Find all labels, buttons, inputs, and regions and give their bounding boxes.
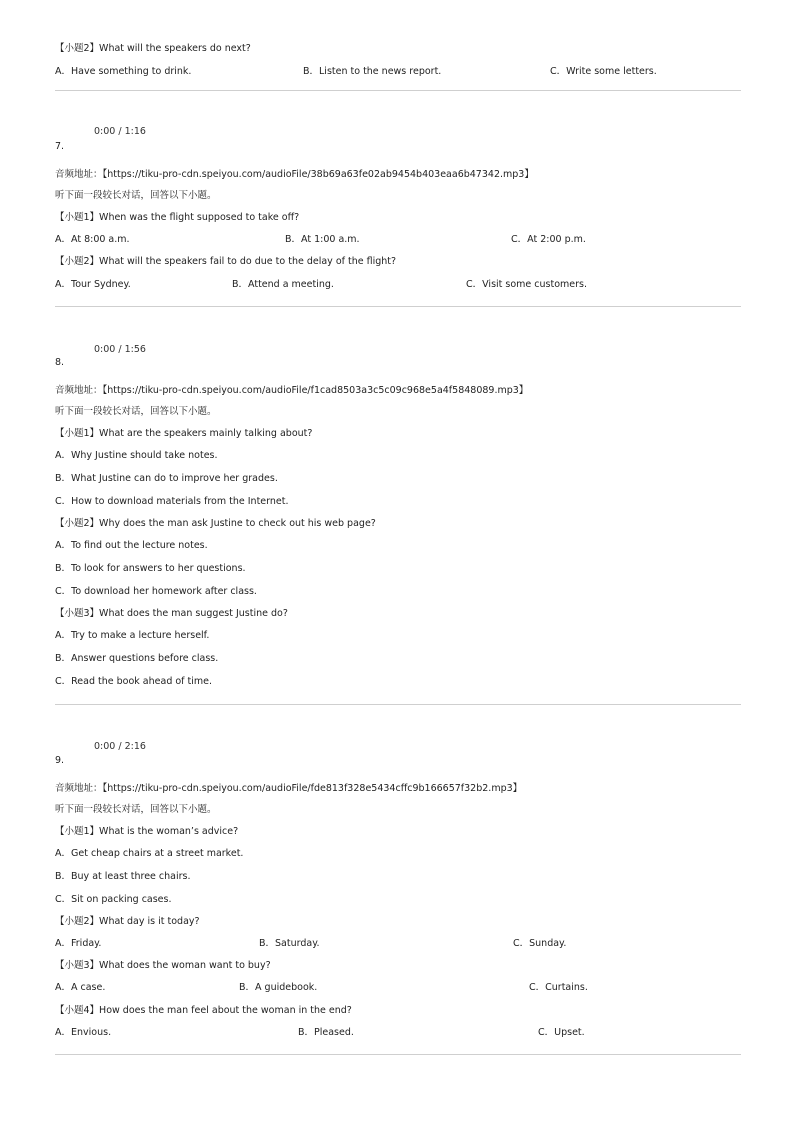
q9-sub3-option-b: B．A guidebook. [239,982,318,993]
q8-sub2-option-b: B．To look for answers to her questions. [55,563,246,574]
q9-sub2-option-c: C．Sunday. [513,938,567,949]
q6-sub2-text: 【小题2】What will the speakers do next? [55,43,251,54]
q7-sub2-text: 【小题2】What will the speakers fail to do due to the delay of the flight? [55,256,397,267]
divider [55,90,741,91]
q9-sub3-option-a: A．A case. [55,982,106,993]
q8-sub1-text: 【小题1】What are the speakers mainly talking about? [55,428,313,439]
q9-sub4-option-a: A．Envious. [55,1027,112,1038]
q7-sub2-option-c: C．Visit some customers. [466,279,587,290]
instructions: 听下面一段较长对话，回答以下小题。 [55,804,217,815]
audio-url: 音频地址：【https://tiku-pro-cdn.speiyou.com/audioFile/38b69a63fe02ab9454b403eaa6b47342.mp3】 [55,169,534,180]
q9-sub1-text: 【小题1】What is the woman’s advice? [55,826,239,837]
q6-sub2-option-a: A．Have something to drink. [55,66,192,77]
audio-time: 0:00 / 1:16 [94,126,146,137]
q9-sub2-option-a: A．Friday. [55,938,102,949]
q9-sub3-option-c: C．Curtains. [529,982,588,993]
q9-sub1-option-b: B．Buy at least three chairs. [55,871,191,882]
divider [55,704,741,705]
audio-url: 音频地址：【https://tiku-pro-cdn.speiyou.com/audioFile/f1cad8503a3c5c09c968e5a4f5848089.mp3】 [55,385,529,396]
q8-sub2-text: 【小题2】Why does the man ask Justine to check out his web page? [55,518,376,529]
q9-sub3-text: 【小题3】What does the woman want to buy? [55,960,271,971]
q9-sub1-option-a: A．Get cheap chairs at a street market. [55,848,244,859]
q8-sub2-option-a: A．To find out the lecture notes. [55,540,208,551]
audio-url: 音频地址：【https://tiku-pro-cdn.speiyou.com/audioFile/fde813f328e5434cffc9b166657f32b2.mp3】 [55,783,523,794]
q8-sub1-option-b: B．What Justine can do to improve her grades. [55,473,278,484]
q7-sub1-option-c: C．At 2:00 p.m. [511,234,586,245]
q9-sub4-text: 【小题4】How does the man feel about the woman in the end? [55,1005,352,1016]
q7-sub1-text: 【小题1】When was the flight supposed to take off? [55,212,300,223]
q9-sub1-option-c: C．Sit on packing cases. [55,894,172,905]
q7-sub2-option-b: B．Attend a meeting. [232,279,334,290]
divider [55,1054,741,1055]
q8-sub1-option-c: C．How to download materials from the Internet. [55,496,289,507]
audio-player-q8[interactable] [94,344,146,355]
question-number: 7. [55,141,65,152]
instructions: 听下面一段较长对话，回答以下小题。 [55,190,217,201]
q7-sub1-option-a: A．At 8:00 a.m. [55,234,130,245]
q7-sub1-option-b: B．At 1:00 a.m. [285,234,360,245]
q9-sub4-option-b: B．Pleased. [298,1027,354,1038]
question-number: 9. [55,755,65,766]
instructions: 听下面一段较长对话，回答以下小题。 [55,406,217,417]
audio-player-q7[interactable] [94,126,146,137]
q9-sub2-text: 【小题2】What day is it today? [55,916,200,927]
audio-player-q9[interactable] [94,741,146,752]
q8-sub2-option-c: C．To download her homework after class. [55,586,257,597]
q8-sub3-option-c: C．Read the book ahead of time. [55,676,213,687]
q8-sub3-option-a: A．Try to make a lecture herself. [55,630,210,641]
audio-time: 0:00 / 1:56 [94,344,146,355]
q7-sub2-option-a: A．Tour Sydney. [55,279,131,290]
q6-sub2-option-b: B．Listen to the news report. [303,66,442,77]
divider [55,306,741,307]
q8-sub1-option-a: A．Why Justine should take notes. [55,450,218,461]
q8-sub3-option-b: B．Answer questions before class. [55,653,219,664]
q8-sub3-text: 【小题3】What does the man suggest Justine do? [55,608,288,619]
q6-sub2-option-c: C．Write some letters. [550,66,657,77]
question-number: 8. [55,357,65,368]
q9-sub2-option-b: B．Saturday. [259,938,320,949]
q9-sub4-option-c: C．Upset. [538,1027,585,1038]
audio-time: 0:00 / 2:16 [94,741,146,752]
